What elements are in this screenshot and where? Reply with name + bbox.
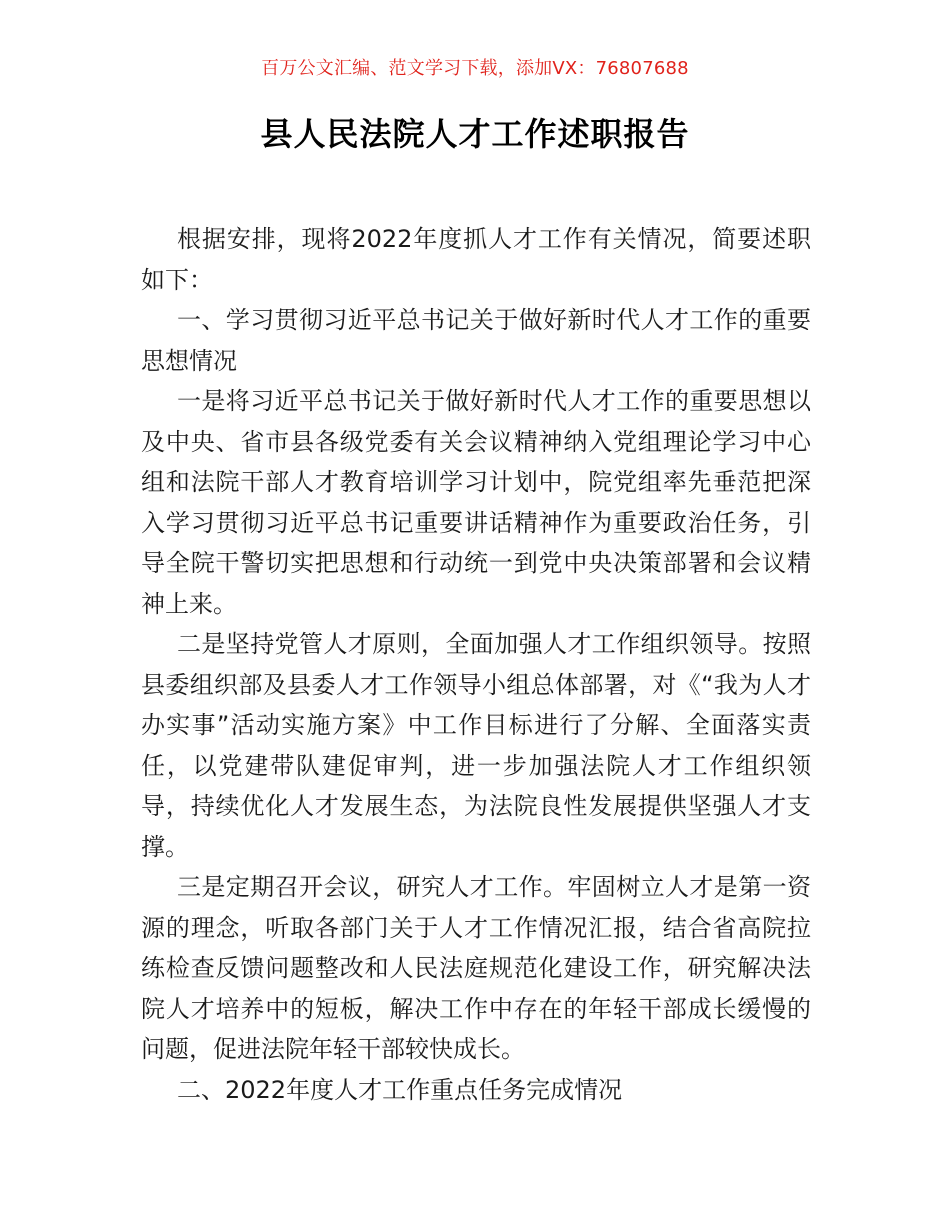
section-heading-2: 二、2022年度人才工作重点任务完成情况 — [177, 1075, 623, 1104]
paragraph-point-2: 二是坚持党管人才原则，全面加强人才工作组织领导。按照县委组织部及县委人才工作领导小组总体部署，对《“我为人才办实事”活动实施方案》中工作目标进行了分解、全面落实责任，以党建带队建促审判，进一步加强法院人才工作组织领导，持续优化人才发展生态，为法院良性发展提供坚强人才支撑。 — [141, 630, 811, 861]
paragraph-intro: 根据安排，现将2022年度抓人才工作有关情况，简要述职如下： — [141, 225, 811, 294]
header-watermark-note: 百万公文汇编、范文学习下载，添加VX：76807688 — [261, 58, 689, 79]
document-title: 县人民法院人才工作述职报告 — [260, 115, 690, 153]
paragraph-point-1: 一是将习近平总书记关于做好新时代人才工作的重要思想以及中央、省市县各级党委有关会议精神纳入党组理论学习中心组和法院干部人才教育培训学习计划中，院党组率先垂范把深入学习贯彻习近平总书记重要讲话精神作为重要政治任务，引导全院干警切实把思想和行动统一到党中央决策部署和会议精神上来。 — [141, 387, 811, 618]
section-heading-1: 一、学习贯彻习近平总书记关于做好新时代人才工作的重要思想情况 — [141, 306, 811, 375]
document-body — [141, 219, 811, 1110]
paragraph-point-3: 三是定期召开会议，研究人才工作。牢固树立人才是第一资源的理念，听取各部门关于人才工作情况汇报，结合省高院拉练检查反馈问题整改和人民法庭规范化建设工作，研究解决法院人才培养中的短板，解决工作中存在的年轻干部成长缓慢的问题，促进法院年轻干部较快成长。 — [141, 873, 811, 1063]
